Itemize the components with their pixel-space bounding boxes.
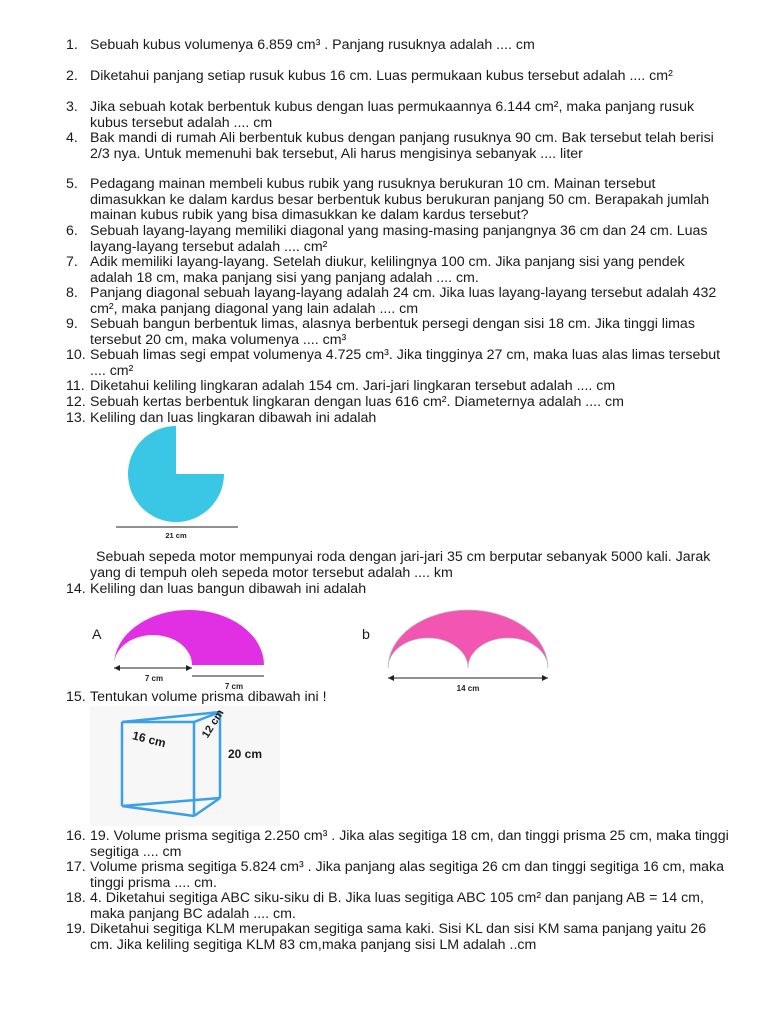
question-number: 7. [66, 254, 78, 270]
question-10 [66, 348, 726, 380]
question-number: 13. [66, 410, 86, 426]
question-number: 18. [66, 890, 86, 906]
question-number: 10. [66, 347, 86, 363]
dim-label-16: 16 cm [130, 728, 168, 751]
question-number: 17. [66, 859, 86, 875]
question-number: 12. [66, 394, 86, 410]
question-text: Keliling dan luas lingkaran dibawah ini adalah [90, 410, 377, 426]
question-number: 14. [66, 581, 86, 597]
question-number: 8. [66, 285, 78, 301]
question-6 [66, 224, 726, 256]
question-2 [66, 69, 726, 101]
question-number: 16. [66, 828, 86, 844]
arrow-left-icon [388, 675, 394, 681]
question-11 [66, 379, 726, 395]
prism-background [90, 706, 280, 826]
question-text: Sebuah kertas berbentuk lingkaran dengan luas 616 cm². Diameternya adalah .... cm [90, 394, 624, 410]
three-quarter-circle-shape [128, 426, 224, 522]
question-15 [66, 690, 726, 706]
question-text: Sebuah layang-layang memiliki diagonal yang masing-masing panjangnya 36 cm dan 24 cm. Luas layang-layang tersebut adalah .... cm² [90, 223, 708, 255]
question-17 [66, 860, 726, 892]
question-number: 5. [66, 176, 78, 192]
semicircle-shape-b [388, 610, 548, 668]
question-text: Diketahui keliling lingkaran adalah 154 cm. Jari-jari lingkaran tersebut adalah .... cm [90, 378, 616, 394]
question-number: 6. [66, 223, 78, 239]
question-text: Jika sebuah kotak berbentuk kubus dengan luas permukaannya 6.144 cm², maka panjang rusuk kubus tersebut adalah .... cm [90, 99, 695, 131]
question-text: Sebuah bangun berbentuk limas, alasnya berbentuk persegi dengan sisi 18 cm. Jika tinggi limas tersebut 20 cm, maka volumenya .... cm³ [90, 316, 695, 348]
question-5 [66, 177, 726, 225]
figure-14b-semicircle [383, 606, 553, 696]
question-18 [66, 891, 726, 923]
question-text: Keliling dan luas bangun dibawah ini adalah [90, 581, 367, 597]
question-text: Diketahui panjang setiap rusuk kubus 16 cm. Luas permukaan kubus tersebut adalah .... cm² [90, 68, 673, 84]
question-text: Bak mandi di rumah Ali berbentuk kubus dengan panjang rusuknya 90 cm. Bak tersebut telah berisi 2/3 nya. Untuk memenuhi bak tersebut, Ali harus mengisinya sebanyak .... liter [90, 130, 714, 162]
question-text: Volume prisma segitiga 5.824 cm³ . Jika panjang alas segitiga 26 cm dan tinggi segitiga 16 cm, maka tinggi prisma .... cm. [90, 859, 725, 891]
question-number: 4. [66, 130, 78, 146]
question-number: 2. [66, 68, 78, 84]
question-text: Sebuah limas segi empat volumenya 4.725 cm³. Jika tingginya 27 cm, maka luas alas limas tersebut .... cm² [90, 347, 721, 379]
question-number: 11. [66, 378, 85, 394]
question-number: 15. [66, 689, 86, 705]
figure-15-triangular-prism [90, 706, 280, 826]
question-3 [66, 100, 726, 132]
figure-label-b: b [362, 627, 370, 643]
question-19 [66, 922, 726, 954]
dim-label-b: 14 cm [456, 684, 480, 693]
figure-14a-semicircle [110, 610, 270, 690]
question-text: Pedagang mainan membeli kubus rubik yang rusuknya berukuran 10 cm. Mainan tersebut dimasukkan ke dalam kardus besar berbentuk kubus berukuran panjang 50 cm. Berapakah jumlah mainan kubus rubik yang bisa dimasukkan ke dalam kardus tersebut? [90, 176, 710, 224]
arrow-right-icon [186, 665, 192, 671]
motor-question-text: Sebuah sepeda motor mempunyai roda dengan jari-jari 35 cm berputar sebanyak 5000 kali. Jarak yang di tempuh oleh sepeda motor tersebut adalah .... km [90, 549, 711, 581]
question-12 [66, 395, 726, 411]
question-number: 1. [66, 37, 78, 53]
question-text: Adik memiliki layang-layang. Setelah diukur, kelilingnya 100 cm. Jika panjang sisi yang pendek adalah 18 cm, maka panjang sisi yang panjang adalah .... cm. [90, 254, 685, 286]
question-text: Panjang diagonal sebuah layang-layang adalah 24 cm. Jika luas layang-layang tersebut adalah 432 cm², maka panjang diagonal yang lain adalah .... cm [90, 285, 717, 317]
figure-label-a: A [92, 627, 102, 643]
question-13 [66, 411, 726, 427]
question-text: 19. Volume prisma segitiga 2.250 cm³ . Jika alas segitiga 18 cm, dan tinggi prisma 25 cm, maka tinggi segitiga .... cm [90, 828, 729, 860]
question-9 [66, 317, 726, 349]
arrow-right-icon [542, 675, 548, 681]
question-number: 19. [66, 921, 86, 937]
dim-label-20: 20 cm [228, 747, 263, 761]
question-text: Diketahui segitiga KLM merupakan segitiga sama kaki. Sisi KL dan sisi KM sama panjang yaitu 26 cm. Jika keliling segitiga KLM 83 cm,maka panjang sisi LM adalah ..cm [90, 921, 707, 953]
question-text: Sebuah kubus volumenya 6.859 cm³ . Panjang rusuknya adalah .... cm [90, 37, 535, 53]
dim-label-a1: 7 cm [144, 674, 164, 683]
figure-13-three-quarter-circle [112, 426, 262, 544]
semicircle-shape-a [114, 610, 264, 665]
question-text: 4. Diketahui segitiga ABC siku-siku di B. Jika luas segitiga ABC 105 cm² dan panjang AB = 14 cm, maka panjang BC adalah .... cm. [90, 890, 704, 922]
dim-label-12: 12 cm [199, 707, 227, 741]
dim-label-a2: 7 cm [224, 682, 244, 690]
question-14 [66, 582, 726, 598]
question-number: 9. [66, 316, 78, 332]
question-8 [66, 286, 726, 318]
question-4 [66, 131, 726, 179]
question-7 [66, 255, 726, 287]
question-text: Tentukan volume prisma dibawah ini ! [90, 689, 327, 705]
question-16 [66, 828, 729, 861]
arrow-left-icon [114, 665, 120, 671]
question-number: 3. [66, 99, 78, 115]
question-1 [66, 38, 726, 54]
diameter-label: 21 cm [165, 531, 187, 540]
